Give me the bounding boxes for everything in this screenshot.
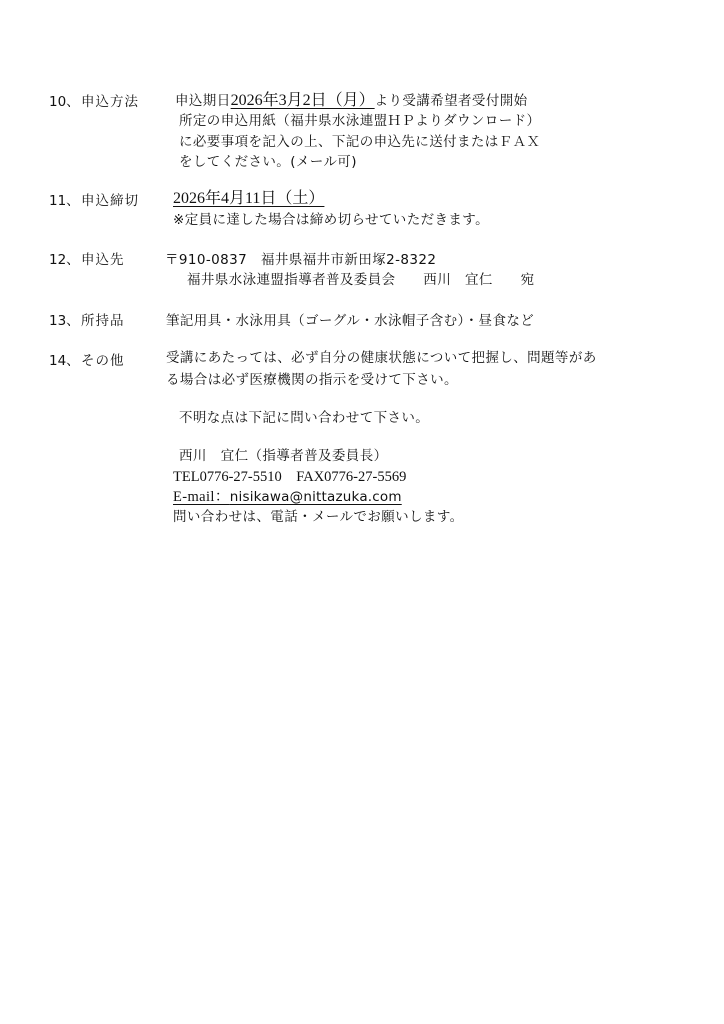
- section-number: 12、: [49, 252, 80, 268]
- application-start-date: 2026年3月2日（月）: [230, 92, 375, 109]
- postal-address: 〒910-0837 福井県福井市新田塚2-8322: [165, 252, 437, 268]
- application-period-suffix: より受講希望者受付開始: [374, 93, 528, 109]
- section-number: 11、: [49, 193, 80, 209]
- section-number: 10、: [49, 94, 80, 110]
- text-line: ※定員に達した場合は締め切らせていただきます。: [173, 212, 490, 228]
- recipient-line: 福井県水泳連盟指導者普及委員会 西川 宜仁 宛: [187, 272, 535, 288]
- application-period-line: [175, 92, 528, 110]
- text-line: 所定の申込用紙（福井県水泳連盟ＨＰよりダウンロード）: [179, 113, 541, 129]
- contact-name: 西川 宜仁（指導者普及委員長）: [179, 448, 388, 464]
- application-period-prefix: 申込期日: [175, 93, 231, 109]
- text-line: 不明な点は下記に問い合わせて下さい。: [179, 410, 430, 426]
- section-label: 申込方法: [81, 94, 139, 110]
- email-link[interactable]: nisikawa@nittazuka.com: [229, 489, 402, 505]
- text-line: 問い合わせは、電話・メールでお願いします。: [173, 509, 464, 525]
- email-label: E-mail：: [173, 489, 230, 505]
- section-number: 13、: [49, 313, 80, 329]
- section-label: 所持品: [81, 313, 125, 329]
- deadline-date: 2026年4月11日（土）: [173, 190, 325, 207]
- text-line: をしてください。(メール可): [179, 154, 357, 170]
- section-label: その他: [81, 353, 125, 369]
- section-number: 14、: [49, 353, 80, 369]
- text-line: る場合は必ず医療機関の指示を受けて下さい。: [166, 372, 458, 388]
- email-line: [173, 489, 402, 506]
- items-to-bring: 筆記用具・水泳用具（ゴーグル・水泳帽子含む）・昼食など: [166, 313, 535, 329]
- text-line: に必要事項を記入の上、下記の申込先に送付またはＦＡＸ: [179, 134, 541, 150]
- section-label: 申込締切: [81, 193, 139, 209]
- contact-phone-fax: TEL0776-27-5510 FAX0776-27-5569: [173, 469, 407, 485]
- section-label: 申込先: [81, 252, 125, 268]
- text-line: 受講にあたっては、必ず自分の健康状態について把握し、問題等があ: [166, 350, 597, 366]
